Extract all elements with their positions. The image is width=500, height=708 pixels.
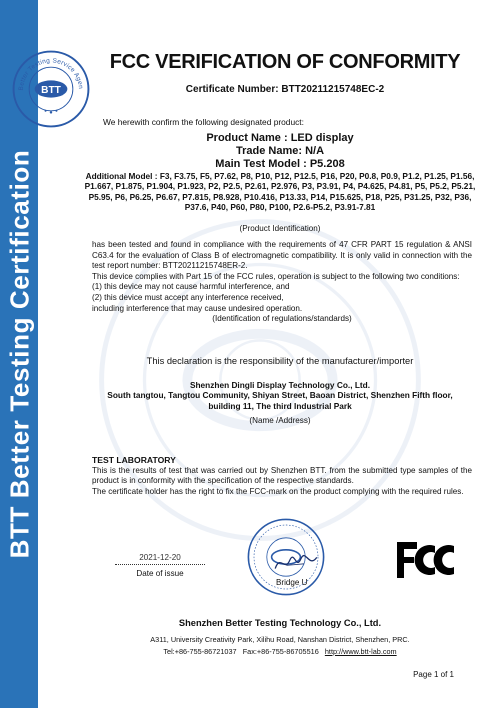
certificate-number: Certificate Number: BTT20211215748EC-2 [185, 84, 385, 95]
fcc-rules-statement: This device complies with Part 15 of the FCC rules, operation is subject to the following two conditions: [92, 271, 460, 281]
condition-2: (2) this device must accept any interference received, [92, 292, 284, 302]
additional-models [82, 171, 478, 213]
trade-name: Trade Name: N/A [235, 145, 325, 157]
declaration-text: This declaration is the responsibility of the manufacturer/importer [146, 356, 414, 366]
test-lab-paragraph-2: The certificate holder has the right to fix the FCC-mark on the product complying with the required rules. [92, 486, 464, 496]
condition-1: (1) this device may not cause harmful interference, and [92, 282, 290, 292]
footer-tel: Tel:+86-755-86721037 [163, 647, 237, 656]
manufacturer-address-1: South tangtou, Tangtou Community, Shiyan Street, Baoan District, Shenzhen Fifth floor, [107, 390, 453, 401]
logo-center-text: BTT [41, 84, 61, 96]
product-name: Product Name : LED display [206, 132, 354, 144]
manufacturer-name: Shenzhen Dingli Display Technology Co., Ltd. [189, 380, 371, 390]
test-lab-heading: TEST LABORATORY [92, 455, 176, 465]
date-divider [115, 564, 205, 565]
manufacturer-block [82, 380, 478, 411]
footer-contact [82, 647, 478, 656]
compliance-section [92, 240, 472, 325]
intro-text: We herewith confirm the following designated product: [103, 117, 304, 127]
additional-models-list: F3, F3.75, F5, P7.62, P8, P10, P12, P12.5, P16, P20, P0.8, P0.9, P1.2, P1.25, P1.56, P1.667, P1.875, P1.904, P1.923, P2, P2.5, P2.61, P2.976, P3, P3.91, P4, P4.625, P4.81, P5, P5.2, P5.21, P5.95, P6, P6.25, P6.67, P7.815, P8.928, P10.416, P13.33, P14, P15.625, P18, P25, P31.25, P32, P36, P37.6, P40, P60, P80, P100, P2.6-P5.2, P3.91-7.81 [84, 171, 476, 213]
footer-address: A311, University Creativity Park, Xilihu Road, Nanshan District, Shenzhen, PRC. [150, 635, 410, 644]
issue-date-caption: Date of issue [136, 569, 184, 578]
additional-models-label: Additional Model : [85, 171, 158, 181]
issue-date-block [115, 553, 205, 578]
side-banner-text: BTT Better Testing Certification [4, 149, 35, 559]
fcc-mark-icon [395, 540, 457, 580]
page-number: Page 1 of 1 [413, 670, 454, 679]
btt-logo-icon [12, 50, 90, 128]
product-identification-caption: (Product Identification) [239, 224, 321, 233]
signature-icon [272, 550, 320, 576]
product-block [85, 132, 475, 171]
name-address-caption: (Name /Address) [249, 416, 311, 425]
test-lab-paragraph-1: This is the results of test that was carried out by Shenzhen BTT. from the submitted type samples of the product is in conformity with the specification of the respective standards. [92, 466, 472, 486]
footer-company-name: Shenzhen Better Testing Technology Co., Ltd. [178, 618, 382, 628]
compliance-statement: has been tested and found in compliance with the requirements of 47 CFR PART 15 regulation & ANSI C63.4 for the evaluation of Class B of electromagnetic compatibility. It is only valid in connection with the test report number: BTT20211215748ER-2. [92, 240, 472, 271]
regulations-caption: (Identification of regulations/standards) [212, 314, 352, 324]
logo-ring-text: Better Testing Service Agen [17, 57, 85, 91]
signer-name: Bridge U [276, 578, 308, 587]
test-lab-text [92, 466, 472, 497]
certificate-title: FCC VERIFICATION OF CONFORMITY [109, 51, 461, 73]
footer-fax: Fax:+86-755-86705516 [242, 647, 319, 656]
condition-3: including interference that may cause undesired operation. [92, 303, 303, 313]
main-test-model: Main Test Model : P5.208 [215, 158, 345, 170]
footer-website-link[interactable]: http://www.btt-lab.com [324, 647, 397, 656]
manufacturer-address-2: building 11, The third Industrial Park [208, 400, 352, 411]
issue-date: 2021-12-20 [139, 553, 181, 562]
